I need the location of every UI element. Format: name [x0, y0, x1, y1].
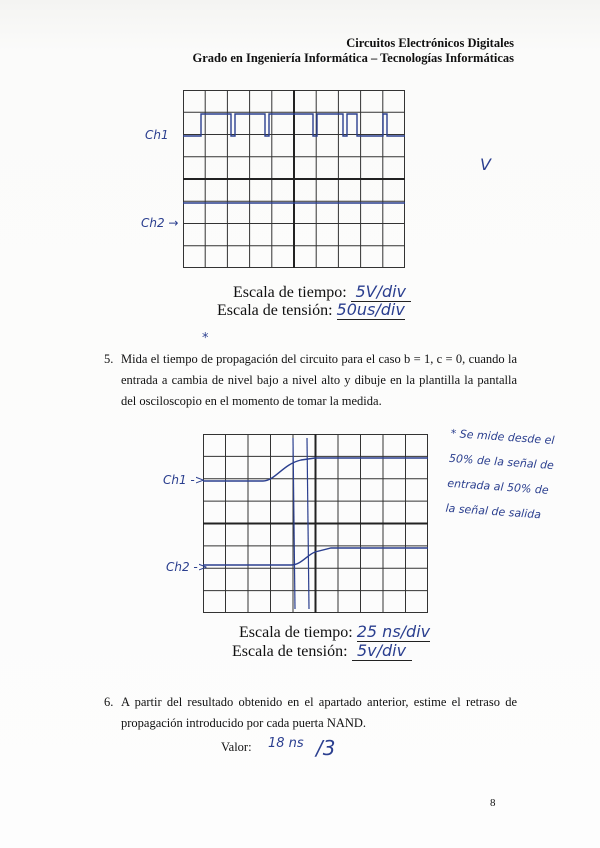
top-grid-axes — [183, 90, 405, 268]
bottom-voltage-scale-label: Escala de tensión: — [232, 643, 348, 660]
question-5-text: Mida el tiempo de propagación del circuito para el caso b = 1, c = 0, cuando la entrada a cambia de nivel bajo a nivel alto y dibuje en la plantilla la pantalla del osciloscopio en el momento de tomar la medida. — [121, 352, 517, 408]
question-5-number: 5. — [104, 352, 114, 366]
handwritten-note — [445, 421, 600, 531]
top-time-scale-label: Escala de tiempo: — [233, 284, 347, 301]
bottom-time-scale-value: 25 ns/div — [356, 622, 431, 641]
bleed-through-text — [96, 160, 99, 175]
top-voltage-scale — [217, 300, 405, 320]
bottom-voltage-scale-value: 5v/div — [352, 641, 412, 661]
question-6-number: 6. — [104, 695, 114, 709]
bottom-ch1-label: Ch1 -> — [163, 473, 205, 487]
question-6-text: A partir del resultado obtenido en el apartado anterior, estime el retraso de propagación introducido por cada puerta NAND. — [121, 695, 517, 730]
value-label: Valor: — [221, 740, 252, 754]
bottom-voltage-scale — [232, 641, 412, 661]
value-answer: 18 ns — [268, 736, 304, 751]
bottom-grid-axes — [203, 434, 428, 613]
note-line: 50% de la señal de — [448, 451, 555, 473]
bottom-time-scale — [239, 622, 430, 642]
top-oscilloscope-grid — [183, 90, 405, 268]
star-mark: * — [202, 331, 209, 346]
top-voltage-scale-label: Escala de tensión: — [217, 302, 333, 319]
note-line: la señal de salida — [445, 501, 542, 522]
bottom-time-scale-label: Escala de tiempo: — [239, 624, 353, 641]
page-number: 8 — [490, 797, 496, 809]
degree-title: Grado en Ingeniería Informática – Tecnologías Informáticas — [192, 51, 514, 65]
note-line: * Se mide desde el — [450, 426, 555, 448]
course-title: Circuitos Electrónicos Digitales — [346, 36, 514, 50]
top-ch2-label: Ch2 → — [141, 216, 179, 230]
value-divisor: /3 — [316, 736, 336, 760]
bottom-oscilloscope-grid — [203, 434, 428, 613]
top-voltage-scale-value: 50us/div — [336, 300, 405, 319]
top-time-scale-value: 5V/div — [351, 282, 411, 302]
margin-check-mark: V — [480, 155, 491, 174]
bottom-ch2-label: Ch2 -> — [166, 560, 208, 574]
note-line: entrada al 50% de — [446, 476, 550, 497]
top-time-scale — [233, 282, 411, 302]
top-ch1-label: Ch1 — [145, 128, 169, 142]
